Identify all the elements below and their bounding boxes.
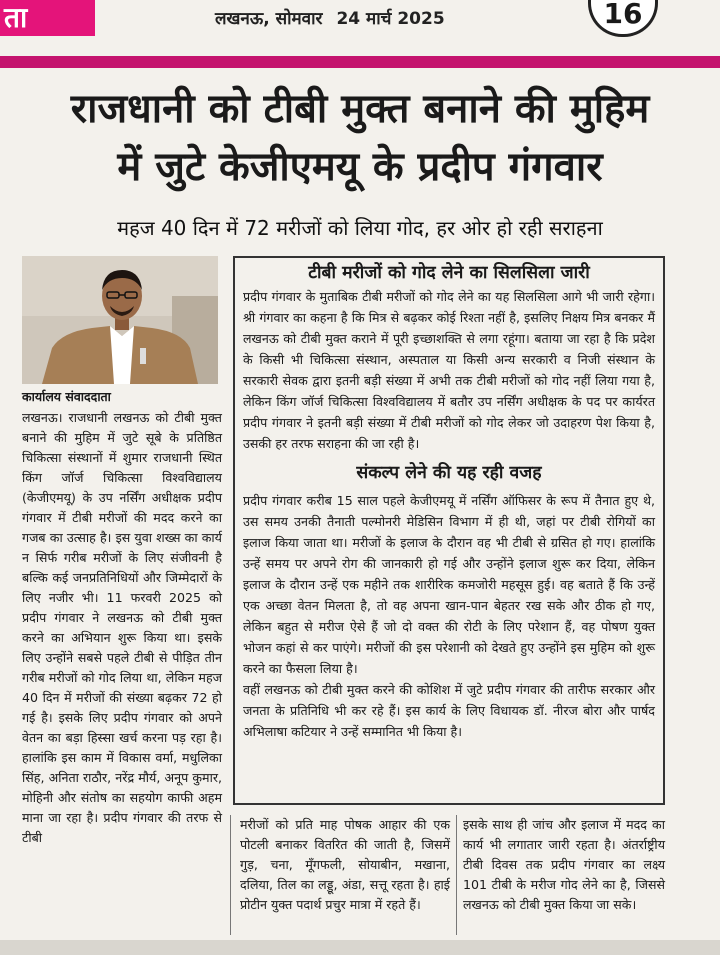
headline-line-1: राजधानी को टीबी मुक्त बनाने की मुहिम [70,86,650,132]
sidebar-box [233,256,665,805]
column-divider [456,815,457,935]
headline-line-2: में जुटे केजीएमयू के प्रदीप गंगवार [117,144,603,190]
issue-date: 24 मार्च 2025 [336,9,445,29]
masthead [0,0,720,70]
page-title [0,80,720,196]
page-number: 16 [588,0,658,37]
portrait-photo [22,256,218,384]
article-paragraph: मरीजों को प्रति माह पोषक आहार की एक पोटली बनाकर वितरित की जाती है, जिसमें गुड़, चना, मूँगफली, सोयाबीन, मखाना, दलिया, तिल का लड्डू, अंडा, सत्तू रहता है। हाई प्रोटीन युक्त पदार्थ प्रचुर मात्रा में रहते हैं। [240,817,450,912]
box-paragraph-2: प्रदीप गंगवार करीब 15 साल पहले केजीएमयू में नर्सिंग ऑफिसर के रूप में तैनात हुए थे, उस समय उनकी तैनाती पल्मोनरी मेडिसिन विभाग में ही थी, जहां पर टीबी रोगियों का इलाज किया जाता था। मरीजों के इलाज के दौरान वह भी टीबी से ग्रसित हो गए। हालांकि उन्हें समय पर अपने रोग की जानकारी हो गई और उन्होंने इलाज शुरू कर दिया, लेकिन इलाज के दौरान उन्हें एक महीने तक शारीरिक कमजोरी महसूस हुई। वह बताते हैं कि उन्हें एक अच्छा वेतन मिलता है, तो वह अपना खान-पान बेहतर रख सके और ठीक हो गए, लेकिन बहुत से मरीज ऐसे हैं जो दो वक्त की रोटी के लिए परेशान हैं, वह पोषण युक्त भोजन कहां से कर पाएंगे। मरीजों की इस परेशानी को देखते हुए उन्होंने इस मुहिम को शुरू करने का फैसला लिया है। [243,493,655,676]
page-edge [0,940,720,955]
article-paragraph: इसके साथ ही जांच और इलाज में मदद का कार्य भी लगातार जारी रहता है। अंतर्राष्ट्रीय टीबी दिवस तक प्रदीप गंगवार का लक्ष्य 101 टीबी के मरीज गोद लेने का है, जिससे लखनऊ को टीबी मुक्त किया जा सके। [463,817,665,912]
box-heading-1: टीबी मरीजों को गोद लेने का सिलसिला जारी [308,263,590,283]
byline: कार्यालय संवाददाता [22,389,111,404]
article-column-2 [240,815,450,915]
box-paragraph-3: वहीं लखनऊ को टीबी मुक्त करने की कोशिश में जुटे प्रदीप गंगवार की तारीफ सरकार और जनता के प्रतिनिधि भी कर रहे हैं। इस कार्य के लिए विधायक डॉ. नीरज बोरा और पार्षद अभिलाषा कटियार ने उन्हें सम्मानित भी किया है। [243,682,655,739]
box-heading-2: संकल्प लेने की यह रही वजह [356,463,542,483]
newspaper-logo: ता [0,0,95,36]
article-column-3 [463,815,665,915]
article-column-1 [22,408,222,848]
city-day: लखनऊ, सोमवार [215,9,323,29]
article-paragraph: लखनऊ। राजधानी लखनऊ को टीबी मुक्त बनाने की मुहिम में जुटे सूबे के प्रतिष्ठित चिकित्सा संस्थानों में शुमार राजधानी स्थित किंग जॉर्ज चिकित्सा विश्वविद्यालय (केजीएमयू) के उप नर्सिंग अधीक्षक प्रदीप गंगवार में टीबी मरीजों की मदद करने का गजब का उत्साह है। इस युवा शख्स का कार्य न सिर्फ गरीब मरीजों के लिए संजीवनी है बल्कि कई जनप्रतिनिधियों और जिम्मेदारों के लिए नजीर भी। 11 फरवरी 2025 को प्रदीप गंगवार ने लखनऊ को टीबी मुक्त करने का अभियान शुरू किया था। इसके लिए उन्होंने सबसे पहले टीबी से पीड़ित तीन गरीब मरीजों को गोद लिया था, लेकिन महज 40 दिन में मरीजों की संख्या बढ़कर 72 हो गई है। इसके लिए प्रदीप गंगवार को अपने वेतन का बड़ा हिस्सा खर्च करना पड़ रहा है। हालांकि इस काम में विकास वर्मा, मधुलिका सिंह, अनिता राठौर, नरेंद्र मौर्य, अनूप कुमार, मोहिनी और संतोष का सहयोग काफी अहम माना जा रहा है। प्रदीप गंगवार की तरफ से टीबी [22,410,222,845]
dateline [215,6,459,29]
subheadline: महज 40 दिन में 72 मरीजों को लिया गोद, हर ओर हो रही सराहना [117,216,603,240]
portrait-illustration [22,256,218,384]
column-divider [230,815,231,935]
masthead-divider [0,56,720,68]
box-paragraph-1: प्रदीप गंगवार के मुताबिक टीबी मरीजों को गोद लेने का यह सिलसिला आगे भी जारी रहेगा। श्री गंगवार का कहना है कि मित्र से बढ़कर कोई रिश्ता नहीं है, इसलिए निक्षय मित्र बनकर मैं लखनऊ को टीबी मुक्त कराने में पूरी इच्छाशक्ति से लगा रहूंगा। बताया जा रहा है कि प्रदेश के किसी भी चिकित्सा संस्थान, अस्पताल या किसी अन्य सरकारी व निजी संस्थान के सरकारी सेवक द्वारा इतनी बड़ी संख्या में अभी तक टीबी मरीजों को गोद नहीं लिया गया है, लेकिन किंग जॉर्ज चिकित्सा विश्वविद्यालय में बतौर उप नर्सिंग अधीक्षक के पद पर कार्यरत प्रदीप गंगवार ने इतनी बड़ी संख्या में टीबी मरीजों को गोद लेकर जो उदाहरण पेश किया है, उसकी हर तरफ सराहना की जा रही है। [243,289,655,451]
